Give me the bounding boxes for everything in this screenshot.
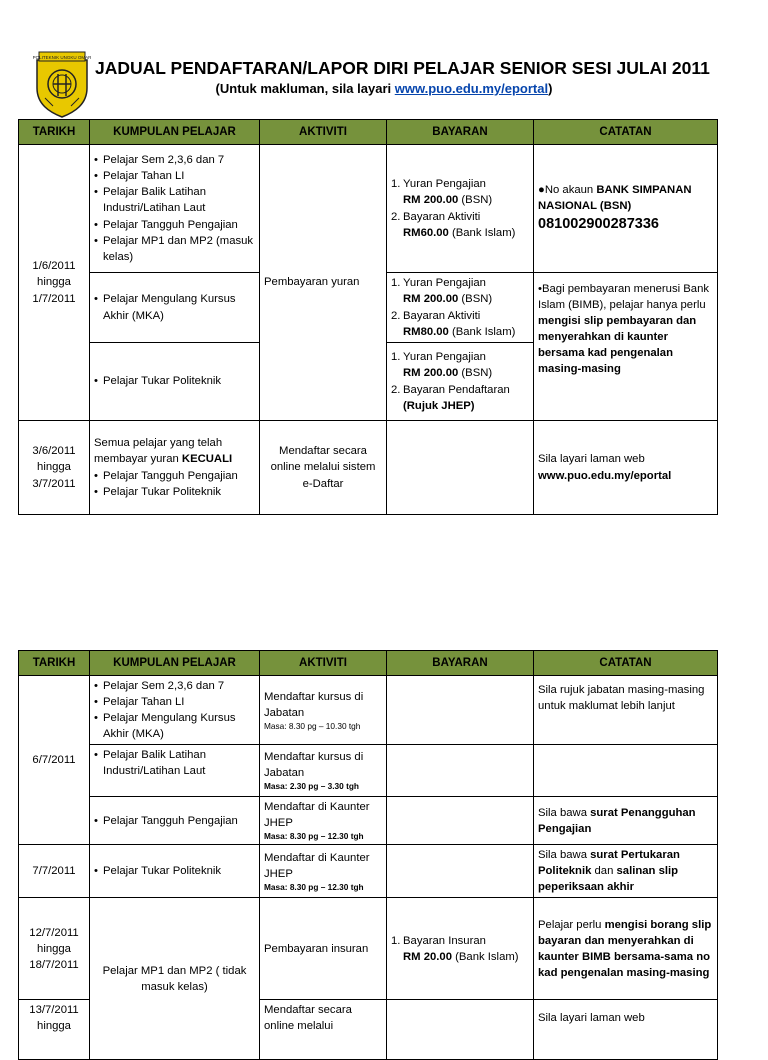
kumpulan-cell: • Pelajar Tukar Politeknik: [90, 343, 260, 421]
col-header-catatan: CATATAN: [534, 120, 718, 145]
tarikh-cell: 7/7/2011: [19, 845, 90, 898]
kumpulan-cell: • Pelajar Balik Latihan Industri/Latihan Laut: [90, 745, 260, 797]
kumpulan-cell: • Pelajar Sem 2,3,6 dan 7 • Pelajar Tahan LI • Pelajar Balik Latihan Industri/Latihan Laut • Pelajar Tangguh Pengajian • Pelajar MP1 dan MP2 (masuk kelas): [90, 145, 260, 273]
table-row: [19, 745, 718, 797]
kumpulan-cell: • Pelajar Mengulang Kursus Akhir (MKA): [90, 273, 260, 343]
catatan-cell: Sila rujuk jabatan masing-masing untuk maklumat lebih lanjut: [534, 676, 718, 745]
col-header-kumpulan: KUMPULAN PELAJAR: [90, 120, 260, 145]
col-header-aktiviti: AKTIVITI: [260, 120, 387, 145]
bayaran-cell: 1. Yuran Pengajian RM 200.00 (BSN) 2. Bayaran Aktiviti RM80.00 (Bank Islam): [387, 273, 534, 343]
col-header-aktiviti: AKTIVITI: [260, 651, 387, 676]
aktiviti-cell: Pembayaran insuran: [260, 898, 387, 1000]
kumpulan-cell: Semua pelajar yang telah membayar yuran KECUALI • Pelajar Tangguh Pengajian • Pelajar Tukar Politeknik: [90, 421, 260, 515]
logo-text: POLITEKNIK UNGKU OMAR: [33, 55, 91, 60]
bayaran-cell: [387, 676, 534, 745]
table-row: [19, 676, 718, 745]
aktiviti-cell: Mendaftar secara online melalui sistem e-Daftar: [260, 421, 387, 515]
col-header-tarikh: TARIKH: [19, 120, 90, 145]
aktiviti-cell: Pembayaran yuran: [260, 145, 387, 421]
catatan-cell: Sila bawa surat Pertukaran Politeknik dan salinan slip peperiksaan akhir: [534, 845, 718, 898]
bayaran-cell: 1. Bayaran Insuran RM 20.00 (Bank Islam): [387, 898, 534, 1000]
bayaran-cell: [387, 1000, 534, 1060]
schedule-table-payment: [18, 119, 718, 515]
catatan-cell: ●No akaun BANK SIMPANAN NASIONAL (BSN) 081002900287336: [534, 145, 718, 273]
bayaran-cell: [387, 845, 534, 898]
catatan-cell: Sila layari laman web: [534, 1000, 718, 1060]
kumpulan-cell: • Pelajar Tangguh Pengajian: [90, 797, 260, 845]
table-row: [19, 145, 718, 273]
catatan-cell: •Bagi pembayaran menerusi Bank Islam (BIMB), pelajar hanya perlu mengisi slip pembayaran dan menyerahkan di kaunter bersama kad pengenalan masing-masing: [534, 273, 718, 421]
aktiviti-cell: Mendaftar kursus di Jabatan Masa: 8.30 pg – 10.30 tgh: [260, 676, 387, 745]
col-header-tarikh: TARIKH: [19, 651, 90, 676]
tarikh-cell: 12/7/2011 hingga 18/7/2011: [19, 898, 90, 1000]
catatan-cell: Sila layari laman web www.puo.edu.my/eportal: [534, 421, 718, 515]
bayaran-cell: [387, 745, 534, 797]
aktiviti-cell: Mendaftar di Kaunter JHEP Masa: 8.30 pg – 12.30 tgh: [260, 845, 387, 898]
kumpulan-cell: • Pelajar Tukar Politeknik: [90, 845, 260, 898]
table-header-row: [19, 651, 718, 676]
tarikh-cell: 13/7/2011 hingga: [19, 1000, 90, 1060]
page-subtitle: (Untuk makluman, sila layari www.puo.edu.my/eportal): [215, 81, 553, 96]
catatan-cell: Sila bawa surat Penangguhan Pengajian: [534, 797, 718, 845]
tarikh-cell: 1/6/2011 hingga 1/7/2011: [19, 145, 90, 421]
col-header-bayaran: BAYARAN: [387, 120, 534, 145]
aktiviti-cell: Mendaftar secara online melalui: [260, 1000, 387, 1060]
bayaran-cell: [387, 797, 534, 845]
aktiviti-cell: Mendaftar kursus di Jabatan Masa: 2.30 pg – 3.30 tgh: [260, 745, 387, 797]
table-row: [19, 845, 718, 898]
bsn-account-number: 081002900287336: [538, 216, 659, 233]
eportal-link[interactable]: www.puo.edu.my/eportal: [394, 81, 549, 96]
table-row: [19, 797, 718, 845]
col-header-bayaran: BAYARAN: [387, 651, 534, 676]
bayaran-cell: [387, 421, 534, 515]
catatan-cell: [534, 745, 718, 797]
catatan-cell: Pelajar perlu mengisi borang slip bayaran dan menyerahkan di kaunter BIMB bersama-sama no kad pengenalan masing-masing: [534, 898, 718, 1000]
kumpulan-cell: Pelajar MP1 dan MP2 ( tidak masuk kelas): [90, 898, 260, 1060]
table-row: [19, 421, 718, 515]
page-title: JADUAL PENDAFTARAN/LAPOR DIRI PELAJAR SENIOR SESI JULAI 2011: [95, 58, 710, 78]
schedule-table-registration: [18, 650, 718, 1060]
aktiviti-cell: Mendaftar di Kaunter JHEP Masa: 8.30 pg – 12.30 tgh: [260, 797, 387, 845]
bayaran-cell: 1. Yuran Pengajian RM 200.00 (BSN) 2. Bayaran Pendaftaran (Rujuk JHEP): [387, 343, 534, 421]
col-header-catatan: CATATAN: [534, 651, 718, 676]
tarikh-cell: 6/7/2011: [19, 676, 90, 845]
col-header-kumpulan: KUMPULAN PELAJAR: [90, 651, 260, 676]
table-row: [19, 898, 718, 1000]
bayaran-cell: 1. Yuran Pengajian RM 200.00 (BSN) 2. Bayaran Aktiviti RM60.00 (Bank Islam): [387, 145, 534, 273]
table-header-row: [19, 120, 718, 145]
kumpulan-cell: • Pelajar Sem 2,3,6 dan 7 • Pelajar Tahan LI • Pelajar Mengulang Kursus Akhir (MKA): [90, 676, 260, 745]
tarikh-cell: 3/6/2011 hingga 3/7/2011: [19, 421, 90, 515]
